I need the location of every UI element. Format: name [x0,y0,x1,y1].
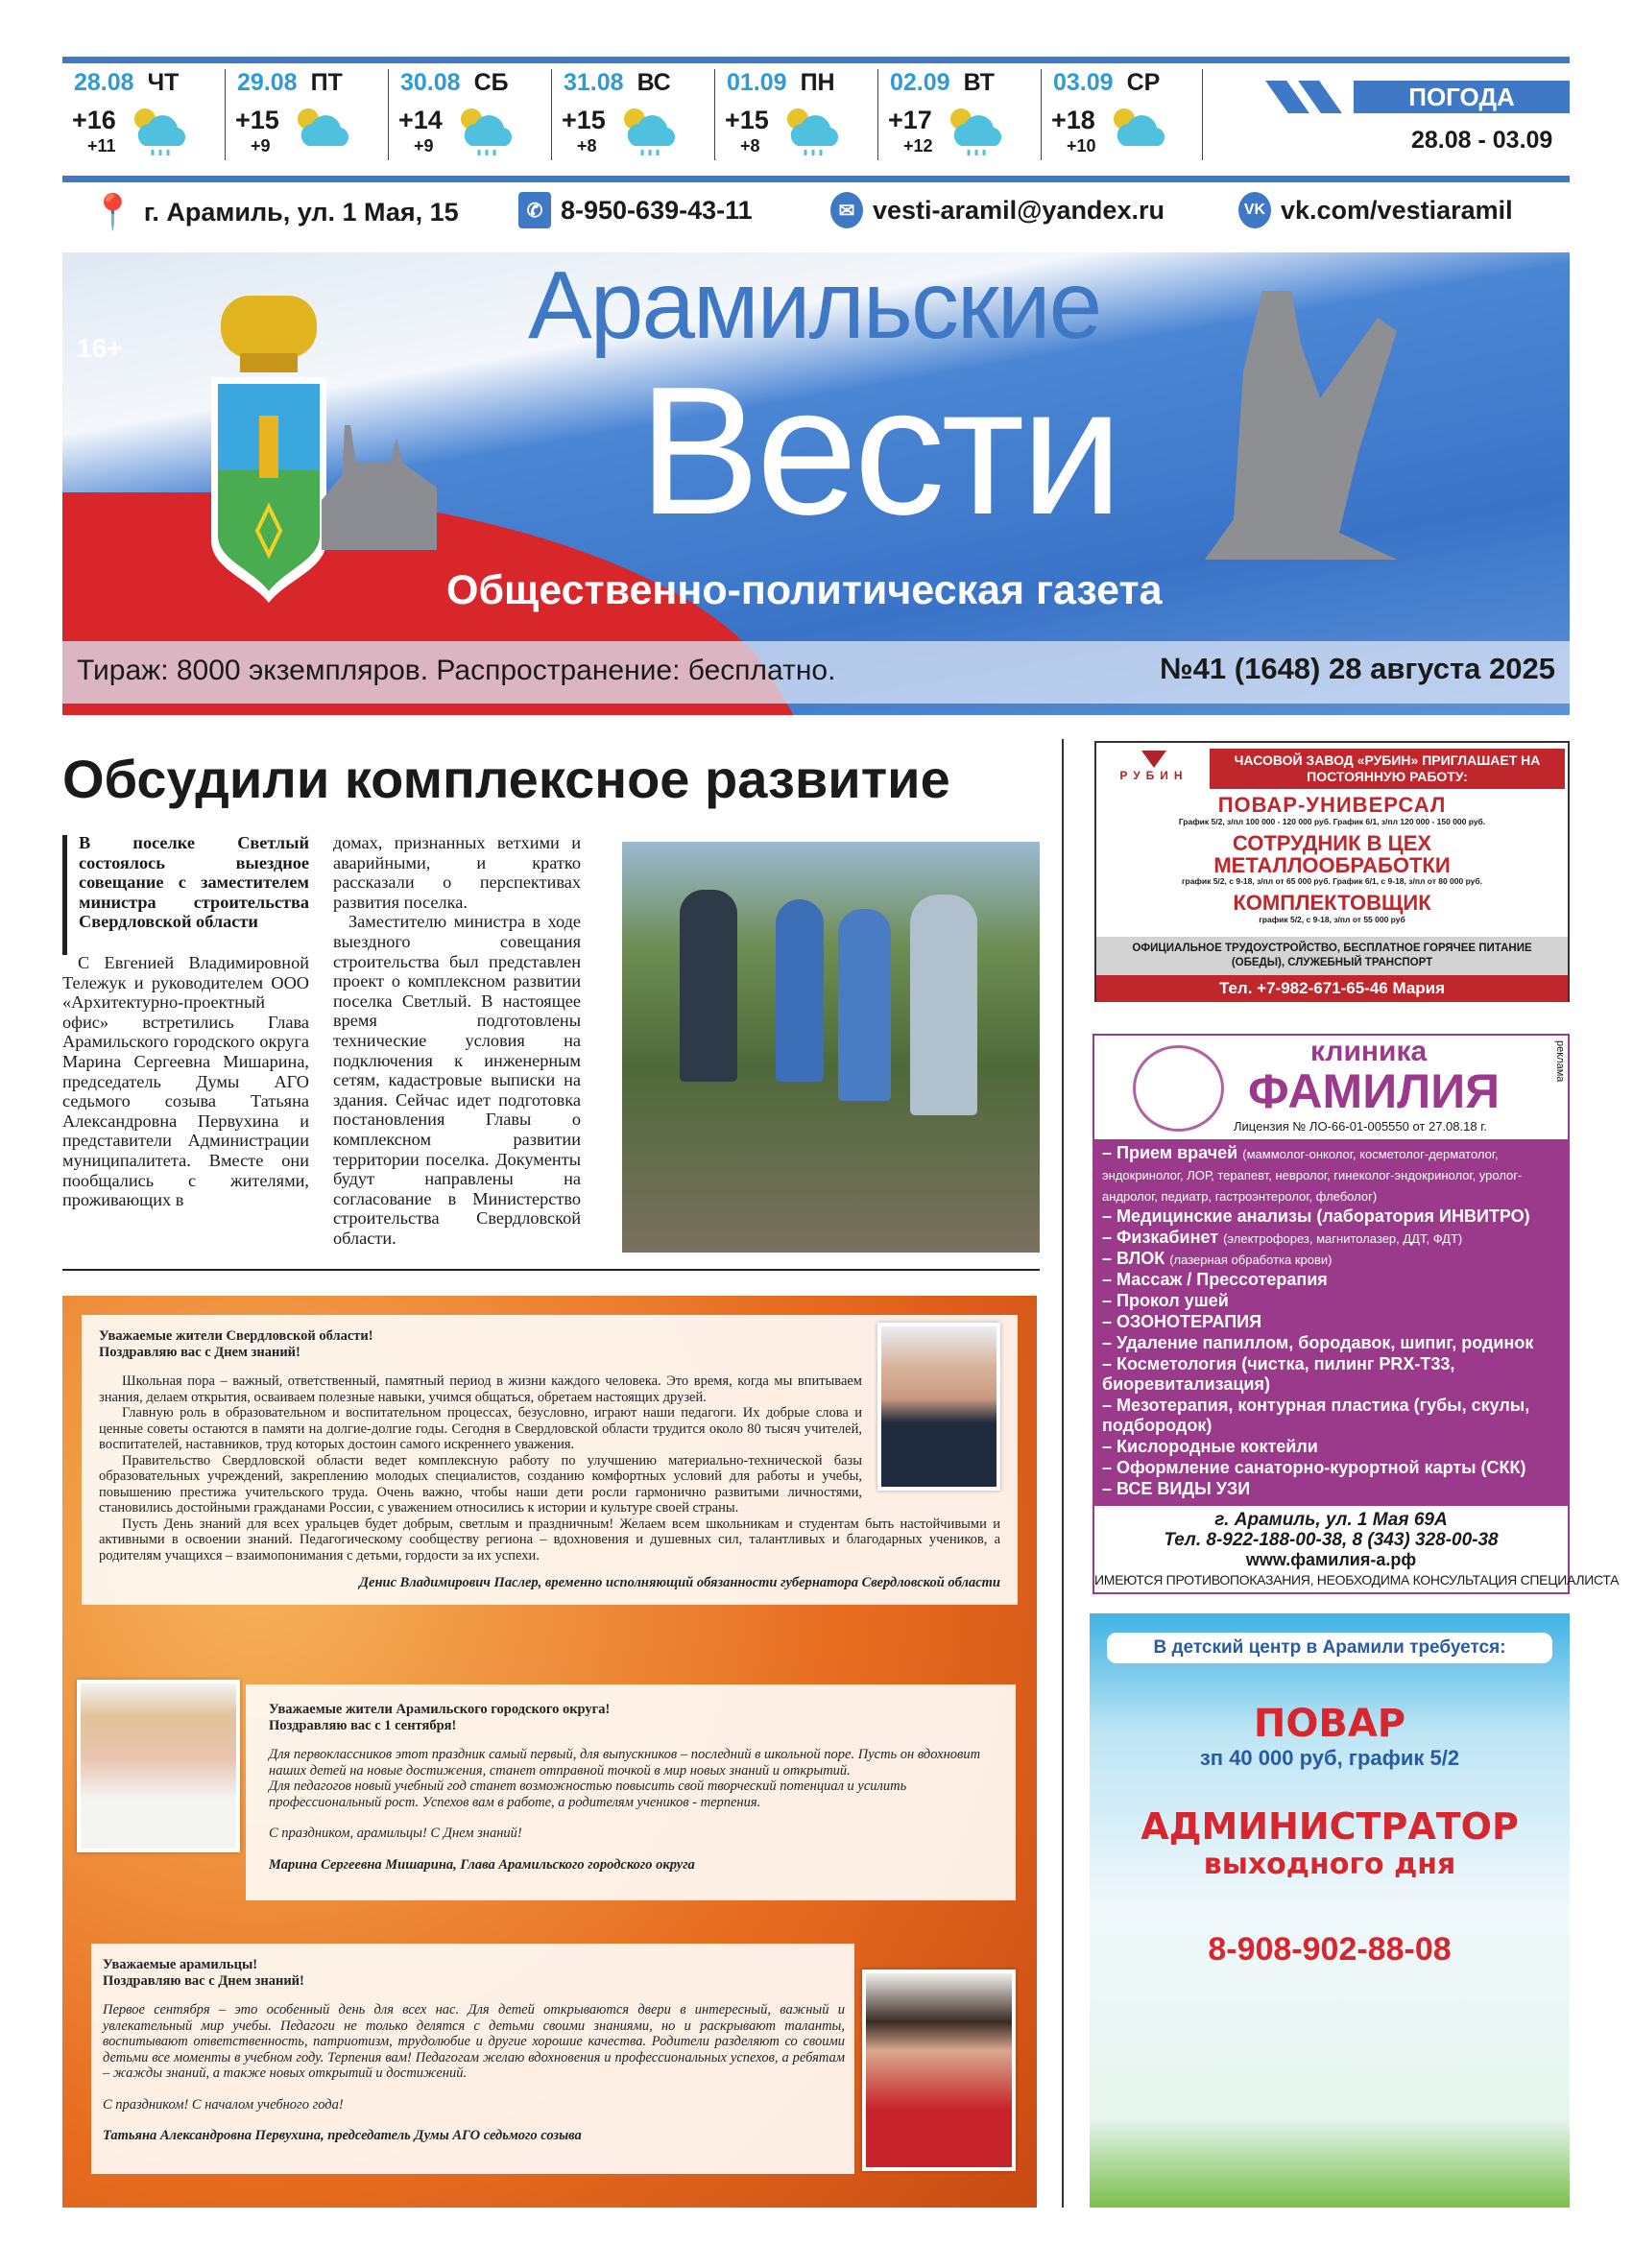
address [91,192,459,232]
weather-low: +8 [740,136,760,155]
weather-high: +15 [725,106,769,134]
kids-job-2-sub: выходного дня [1203,1848,1456,1881]
weather-title: ПОГОДА [1354,81,1570,113]
article-col1-wrap [62,833,309,1210]
service-main: – Физкабинет [1102,1228,1219,1247]
familia-name: ФАМИЛИЯ [1248,1064,1501,1118]
weather-day [715,69,878,160]
article-col1: С Евгенией Владимировной Тележук и руководителем ООО «Архитектурно-проектный офис» встретились Глава Арамильского городского округа Марина Сергеевна Мишарина, председатель Думы АГО седьмого созыва Татьяна Александровна Первухина и представители Администрации муниципалитета. Вместе они пообщались с жителями, проживающих в [62,952,309,1210]
weather-weekday: ПТ [310,69,343,96]
cloud-sun-icon [1111,104,1168,157]
job-terms: График 5/2, з/пл 100 000 - 120 000 руб. График 6/1, з/пл 120 000 - 150 000 руб. [1178,817,1486,826]
newspaper-title-1: Арамильские [528,252,1101,359]
weather-weekday: ВТ [963,69,995,96]
familia-service [1102,1437,1560,1458]
rubin-logo [1106,751,1202,789]
photo-person [910,895,977,1115]
familia-license: Лицензия № ЛО-66-01-005550 от 27.08.18 г. [1234,1119,1487,1134]
greeting-paragraph: Главную роль в образовательном и воспитательном процессах, безусловно, играют наши педагоги. Их добрые слова и ценные советы остаются в памяти на долгие-долгие годы. Сегодня в Свердловской области трудится около 80 тысяч учителей, воспитателей, наставников, труд которых достоин самого искреннего уважения. [99,1405,862,1452]
job-terms: график 5/2, с 9-18, з/пл от 65 000 руб. График 6/1, с 9-18, з/пл от 80 000 руб. [1181,876,1483,886]
article-headline: Обсудили комплексное развитие [62,749,950,809]
familia-service [1102,1354,1560,1396]
ad-familia [1093,1034,1620,1594]
article-lead: В поселке Светлый состоялось выездное совещание с заместителем министра строительства Свердловской области [79,833,309,932]
weather-high: +15 [562,106,606,134]
service-main: – Косметология (чистка, пилинг PRX-T33, биоревитализация) [1102,1354,1455,1394]
greeting-paragraph: Пусть День знаний для всех уральцев будет добрым, светлым и праздничным! Желаем всем школьникам и студентам быть настойчивыми и активными в освоении знаний. Педагогическому сообществу региона – вдохновения и душевных сил, талантливых и благодарных учеников, а родителям учащихся – взаимопонимания с детьми, гордости за их успехи. [99,1516,1000,1564]
rubin-header: ЧАСОВОЙ ЗАВОД «РУБИН» ПРИГЛАШАЕТ НА ПОСТОЯННУЮ РАБОТУ: [1210,749,1565,789]
photo-person [776,899,824,1082]
ad-kids-center [1090,1613,1570,2208]
familia-service [1102,1333,1560,1354]
portrait-governor [877,1323,1000,1491]
right-column-ads [1090,1034,1620,2208]
service-main: – ОЗОНОТЕРАПИЯ [1102,1312,1262,1331]
greeting-heading: Уважаемые арамильцы! [103,1957,258,1972]
weather-date: 28.08 [74,69,134,96]
weather-low: +11 [87,136,116,155]
familia-service [1102,1143,1560,1206]
job-terms: график 5/2, с 9-18, з/пл от 55 000 руб [1259,915,1405,924]
familia-service [1102,1206,1560,1228]
weather-high: +17 [888,106,932,134]
weather-day [552,69,715,160]
age-rating: 16+ [77,333,123,363]
kids-job-1: ПОВАР [1253,1702,1406,1746]
familia-service [1102,1228,1560,1249]
greeting-signature: Марина Сергеевна Мишарина, Глава Арамильского городского округа [269,1856,695,1873]
familia-address: г. Арамиль, ул. 1 Мая 69А [1214,1510,1448,1530]
greeting-paragraph: Первое сентября – это особенный день для всех нас. Для детей открываются двери в интересный, важный и увлекательный мир учебы. Педагоги не только делятся с детьми своими знаниями, но и раскрывают таланты, воспитывают ответственность, патриотизм, трудолюбие и другие хорошие качества. Родители разделяют со своими детьми все моменты в учебном году. Терпения вам! Педагогам желаю вдохновения и профессиональных успехов, а ребятам – жажды знаний, а также новых открытий и достижений. [103,2002,845,2081]
greeting-heading: Уважаемые жители Арамильского городского округа! [269,1702,611,1717]
coat-of-arms-icon [206,291,331,608]
greeting-signature: Татьяна Александровна Первухина, председатель Думы АГО седьмого созыва [103,2128,582,2143]
weather-low: +9 [251,136,271,155]
greeting-paragraph: Правительство Свердловской области ведет комплексную работу по улучшению материально-технической базы образовательных учреждений, закреплению молодых специалистов, созданию комфортных условий для работы и учебы, повышению престижа учительского труда. Очень важно, чтобы наши дети росли гармонично развитыми личностями, становились достойными гражданами России, с уважением относились к истории и культуре своей страны. [99,1452,862,1516]
weather-low: +12 [903,136,933,155]
email-text: vesti-aramil@yandex.ru [873,195,1165,225]
familia-phones: Тел. 8-922-188-00-38, 8 (343) 328-00-38 [1164,1530,1499,1550]
weather-weekday: СБ [473,69,509,96]
vk-icon: VK [1238,192,1271,228]
service-main: – Медицинские анализы (лаборатория ИНВИТРО) [1102,1206,1530,1226]
phone-text: 8-950-639-43-11 [561,195,753,225]
service-main: – Мезотерапия, контурная пластика (губы, скулы, подбородок) [1102,1396,1530,1435]
divider [62,1269,1040,1271]
familia-pre: клиника [1310,1036,1428,1067]
familia-site[interactable]: www.фамилия-а.рф [1245,1550,1417,1569]
familia-service [1102,1396,1560,1437]
weather-day [389,69,552,160]
location-pin-icon: 📍 [91,192,134,231]
familia-service [1102,1479,1560,1500]
phone-icon: ✆ [518,192,551,228]
job-title: КОМПЛЕКТОВЩИК [1233,891,1431,915]
article-photo [622,842,1040,1253]
weather-day [226,69,389,160]
service-details: (электрофорез, магнитолазер, ДДТ, ФДТ) [1223,1231,1463,1246]
newspaper-title-2: Вести [638,349,1119,553]
phone [518,192,753,228]
rubin-jobs [1096,793,1568,925]
weather-weekday: ЧТ [147,69,180,96]
service-main: – Прием врачей [1102,1143,1238,1162]
weather-high: +16 [72,106,116,134]
address-text: г. Арамиль, ул. 1 Мая, 15 [143,197,459,227]
article-col2a: домах, признанных ветхими и аварийными, и кратко рассказали о перспективах развития поселка. [333,833,581,912]
weather-weekday: СР [1126,69,1161,96]
familia-service-list [1102,1143,1560,1500]
greeting-paragraph: Школьная пора – важный, ответственный, памятный период в жизни каждого человека. Это время, когда мы впитываем знания, делаем открытия, осваиваем полезные навыки, учимся общаться, обретаем настоящих друзей. [99,1373,862,1405]
rain-cloud-sun-icon [621,104,679,157]
monument-illustration [1205,291,1397,560]
greeting-signature: Денис Владимирович Паслер, временно исполняющий обязанности губернатора Свердловской области [359,1575,1000,1590]
rubin-phone: Тел. +7-982-671-65-46 Мария [1096,975,1568,1002]
weather-date: 03.09 [1053,69,1114,96]
kids-header: В детский центр в Арамили требуется: [1107,1633,1552,1663]
service-main: – Оформление санаторно-курортной карты (СКК) [1102,1458,1526,1477]
greeting-head-of-district [246,1684,1016,1900]
service-details: (маммолог-онколог, косметолог-дерматолог, эндокринолог, ЛОР, терапевт, невролог, гинеколог-эндокринолог, уролог-андролог, педиатр, гастроэнтеролог, флеболог) [1102,1147,1523,1204]
weather-date: 30.08 [400,69,461,96]
greeting-duma-chair [91,1944,854,2174]
ad-label: реклама [1554,1040,1566,1083]
familia-service [1102,1270,1560,1291]
masthead [62,252,1570,715]
service-main: – ВСЕ ВИДЫ УЗИ [1102,1479,1251,1498]
weather-date: 29.08 [237,69,298,96]
kids-job-2: АДМИНИСТРАТОР [1141,1805,1519,1848]
greeting-paragraph: С праздником! С началом учебного года! [103,2096,344,2113]
greeting-governor [82,1315,1018,1605]
column-divider [1062,739,1064,2208]
service-main: – Кислородные коктейли [1102,1437,1318,1456]
service-details: (лазерная обработка крови) [1169,1253,1333,1267]
ad-rubin [1094,741,1570,1002]
weather-day [878,69,1042,160]
vk-link[interactable] [1238,192,1513,228]
portrait-head-of-district [77,1680,240,1852]
greeting-paragraph: С праздником, арамильцы! С Днем знаний! [269,1826,522,1841]
familia-warning: ИМЕЮТСЯ ПРОТИВОПОКАЗАНИЯ, НЕОБХОДИМА КОНСУЛЬТАЦИЯ СПЕЦИАЛИСТА [1094,1572,1620,1588]
familia-service [1102,1291,1560,1312]
weather-day [1042,69,1203,160]
rain-cloud-sun-icon [458,104,516,157]
portrait-duma-chair [862,1970,1016,2171]
greeting-subheading: Поздравляю вас с 1 сентября! [269,1717,457,1733]
vk-text: vk.com/vestiaramil [1281,195,1513,225]
familia-service [1102,1312,1560,1333]
weather-date: 02.09 [890,69,950,96]
greeting-subheading: Поздравляю вас с Днем знаний! [99,1344,300,1360]
greeting-paragraph: Для первоклассников этот праздник самый первый, для выпускников – последний в школьной поре. Пусть он вдохновит наших детей на новые достижения, станет отправной точкой в мир новых знаний и открытий. [269,1747,981,1779]
familia-services [1094,1139,1568,1506]
photo-person [838,909,891,1101]
article-col2b: Заместителю министра в ходе выездного совещания строительства был представлен проект о комплексном развитии поселка Светлый. В настоящее время подготовлены технические условия на подключения к инженерным сетям, кадастровые выписки на здания. Сейчас идет подготовка постановления Главы о комплексном развитии территории поселка. Документы будут направлены на согласование в Министерство строительства Свердловской области. [333,912,581,1248]
weather-high: +15 [235,106,279,134]
weather-high: +14 [398,106,443,134]
greeting-heading: Уважаемые жители Свердловской области! [99,1328,373,1344]
weather-low: +8 [577,136,597,155]
greeting-paragraph: Для педагогов новый учебный год станет возможностью повысить свой творческий потенциал и усилить профессиональный рост. Успехов вам в работе, а родителям учеников - терпения. [269,1779,907,1810]
cloud-sun-icon [295,104,352,157]
rule [62,176,1570,182]
weather-range: 28.08 - 03.09 [1411,127,1553,154]
job-title: СОТРУДНИК В ЦЕХ МЕТАЛЛООБРАБОТКИ [1213,831,1451,877]
newspaper-subtitle: Общественно-политическая газета [446,567,1163,613]
article-col2 [333,833,581,1248]
service-main: – Массаж / Прессотерапия [1102,1270,1328,1289]
service-main: – Прокол ушей [1102,1291,1229,1310]
circulation: Тираж: 8000 экземпляров. Распространение: бесплатно. [77,655,836,686]
service-main: – ВЛОК [1102,1249,1165,1268]
rubin-benefits: ОФИЦИАЛЬНОЕ ТРУДОУСТРОЙСТВО, БЕСПЛАТНОЕ ГОРЯЧЕЕ ПИТАНИЕ (ОБЕДЫ), СЛУЖЕБНЫЙ ТРАНСПОРТ [1096,937,1568,975]
top-rule [62,57,1570,63]
rain-cloud-sun-icon [948,104,1005,157]
service-main: – Удаление папиллом, бородавок, шипиг, родинок [1102,1333,1534,1352]
rain-cloud-sun-icon [784,104,842,157]
weather-high: +18 [1051,106,1095,134]
job-title: ПОВАР-УНИВЕРСАЛ [1217,793,1447,817]
rain-cloud-sun-icon [132,104,189,157]
familia-logo-icon [1133,1045,1224,1132]
email[interactable] [830,192,1165,228]
weather-weekday: ПН [800,69,835,96]
greeting-subheading: Поздравляю вас с Днем знаний! [103,1972,304,1989]
weather-day [62,69,226,160]
familia-contacts [1094,1506,1620,1592]
issue-number: №41 (1648) 28 августа 2025 [1160,652,1555,685]
familia-service [1102,1458,1560,1479]
rubin-gem-icon [1141,751,1166,768]
weather-strip [62,69,1203,165]
weather-low: +10 [1067,136,1096,155]
rubin-logo-text: РУБИН [1119,769,1189,782]
weather-low: +9 [414,136,434,155]
church-illustration [322,425,437,550]
familia-service [1102,1249,1560,1270]
photo-person [680,890,737,1082]
weather-badge [1277,81,1570,113]
weather-date: 31.08 [564,69,624,96]
kids-pay-1: зп 40 000 руб, график 5/2 [1199,1746,1460,1770]
kids-phone[interactable]: 8-908-902-88-08 [1208,1931,1452,1968]
mail-icon: ✉ [830,192,863,228]
weather-date: 01.09 [727,69,787,96]
weather-weekday: ВС [636,69,671,96]
